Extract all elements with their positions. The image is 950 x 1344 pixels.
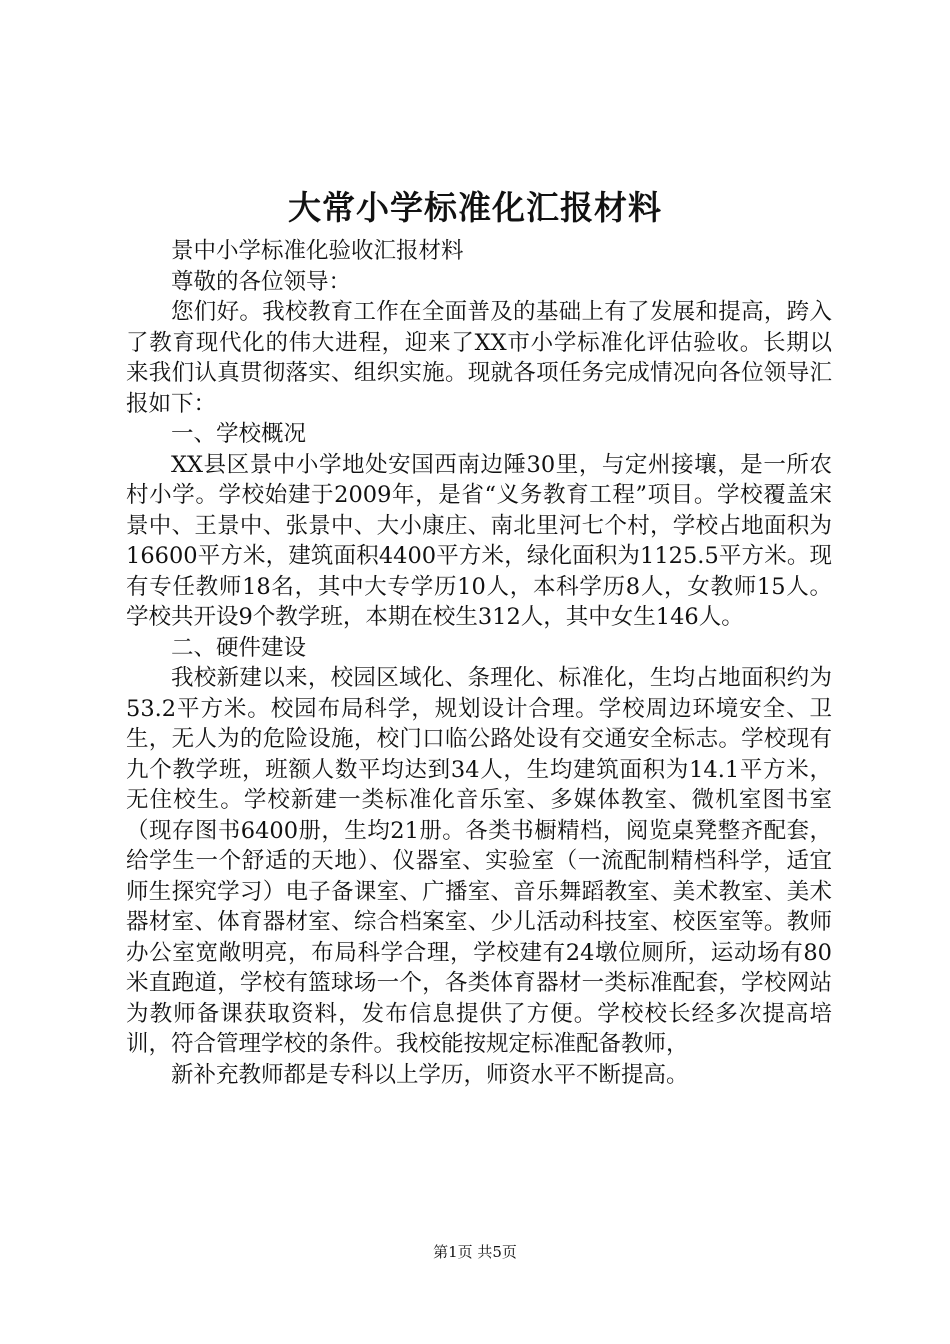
section-heading-hardware: 二、硬件建设 xyxy=(171,634,307,661)
paragraph-intro: 您们好。我校教育工作在全面普及的基础上有了发展和提高，跨入了教育现代化的伟大进程，迎来了XX市小学标准化评估验收。长期以来我们认真贯彻落实、组织实施。现就各项任务完成情况向各位领导汇报如下： xyxy=(126,299,832,417)
section-heading-overview: 一、学校概况 xyxy=(171,421,307,447)
document-body xyxy=(126,236,832,1090)
page-number: 第1页 共5页 xyxy=(433,1243,517,1261)
document-subtitle: 景中小学标准化验收汇报材料 xyxy=(171,238,464,264)
salutation: 尊敬的各位领导： xyxy=(171,268,352,295)
paragraph-overview: XX县区景中小学地处安国西南边陲30里，与定州接壤，是一所农村小学。学校始建于2009年，是省“义务教育工程”项目。学校覆盖宋景中、王景中、张景中、大小康庄、南北里河七个村，学校占地面积为16600平方米，建筑面积4400平方米，绿化面积为1125.5平方米。现有专任教师18名，其中大专学历10人，本科学历8人，女教师15人。学校共开设9个教学班，本期在校生312人，其中女生146人。 xyxy=(126,451,832,630)
paragraph-hardware: 我校新建以来，校园区域化、条理化、标准化，生均占地面积约为53.2平方米。校园布局科学，规划设计合理。学校周边环境安全、卫生，无人为的危险设施，校门口临公路处设有交通安全标志。学校现有九个教学班，班额人数平均达到34人，生均建筑面积为14.1平方米，无住校生。学校新建一类标准化音乐室、多媒体教室、微机室图书室（现存图书6400册，生均21册。各类书橱精档，阅览桌凳整齐配套，给学生一个舒适的天地）、仪器室、实验室（一流配制精档科学，适宜师生探究学习）电子备课室、广播室、音乐舞蹈教室、美术教室、美术器材室、体育器材室、综合档案室、少儿活动科技室、校医室等。教师办公室宽敞明亮，布局科学合理，学校建有24墩位厕所，运动场有80米直跑道，学校有篮球场一个，各类体育器材一类标准配套，学校网站为教师备课获取资料，发布信息提供了方便。学校校长经多次提高培训，符合管理学校的条件。我校能按规定标准配备教师， xyxy=(126,665,832,1057)
document-title: 大常小学标准化汇报材料 xyxy=(288,188,662,227)
paragraph-teachers: 新补充教师都是专科以上学历，师资水平不断提高。 xyxy=(171,1061,689,1088)
